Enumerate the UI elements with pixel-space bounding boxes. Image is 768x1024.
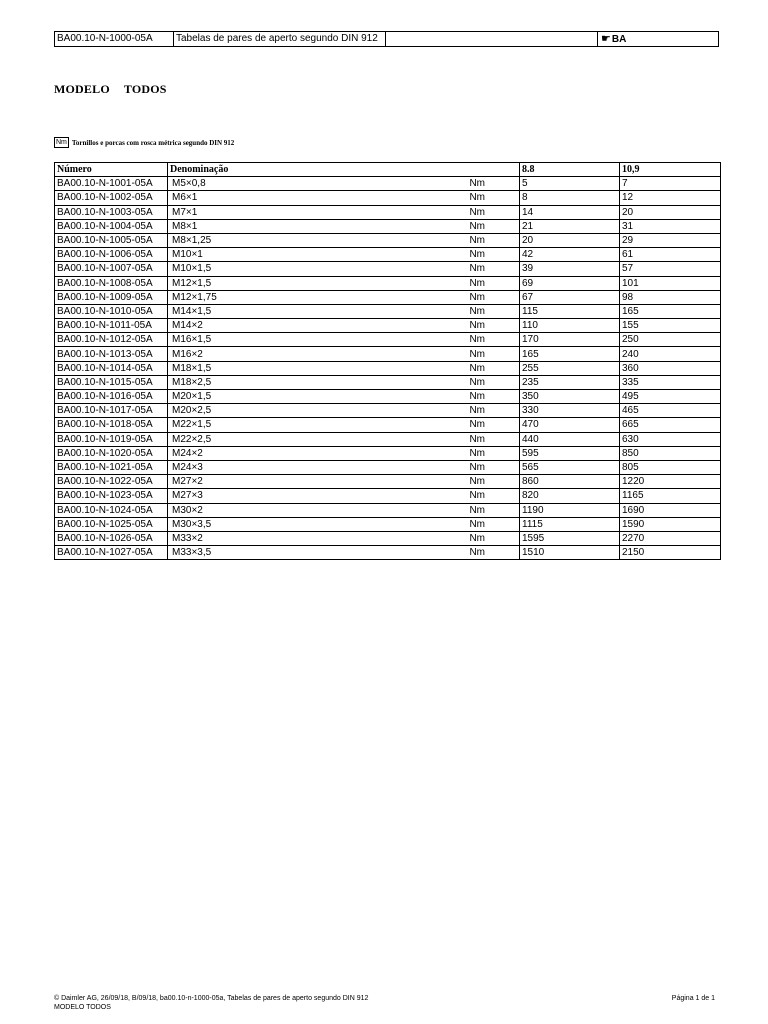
cell-10-9: 165 [620,304,721,318]
cell-8-8: 820 [520,489,620,503]
model-value: TODOS [123,82,167,96]
cell-denomination [168,262,520,276]
cell-8-8: 565 [520,460,620,474]
footer-copyright: © Daimler AG, 26/09/18, B/09/18, ba00.10-n-1000-05a, Tabelas de pares de aperto segundo DIN 912 [54,995,369,1002]
cell-8-8: 39 [520,262,620,276]
document-header [54,31,719,47]
column-header-denomination: Denominação [168,163,520,177]
table-row [55,460,721,474]
denomination-value: M30×2 [172,504,203,516]
unit-label: Nm [469,320,485,332]
table-row [55,276,721,290]
unit-label: Nm [469,419,485,431]
cell-denomination [168,375,520,389]
table-row [55,333,721,347]
unit-label: Nm [469,249,485,261]
denomination-value: M5×0,8 [172,178,206,190]
column-header-8-8: 8.8 [520,163,620,177]
unit-label: Nm [469,433,485,445]
table-row [55,290,721,304]
cell-number: BA00.10-N-1008-05A [55,276,168,290]
denomination-value: M27×2 [172,476,203,488]
cell-8-8: 8 [520,191,620,205]
unit-label: Nm [469,348,485,360]
cell-10-9: 98 [620,290,721,304]
model-label: MODELO [54,82,110,96]
cell-10-9: 850 [620,446,721,460]
cell-10-9: 665 [620,418,721,432]
cell-8-8: 330 [520,404,620,418]
cell-denomination [168,205,520,219]
cell-number: BA00.10-N-1009-05A [55,290,168,304]
header-badge: BA [611,34,627,45]
cell-number: BA00.10-N-1012-05A [55,333,168,347]
table-row [55,531,721,545]
table-row [55,262,721,276]
cell-number: BA00.10-N-1017-05A [55,404,168,418]
cell-10-9: 155 [620,319,721,333]
denomination-value: M10×1 [172,249,203,261]
cell-10-9: 1220 [620,475,721,489]
cell-10-9: 2150 [620,546,721,560]
denomination-value: M18×2,5 [172,376,212,388]
cell-8-8: 5 [520,177,620,191]
model-heading [54,82,167,97]
unit-label: Nm [469,462,485,474]
cell-number: BA00.10-N-1006-05A [55,248,168,262]
unit-label: Nm [469,305,485,317]
cell-10-9: 1590 [620,517,721,531]
cell-denomination [168,347,520,361]
unit-label: Nm [469,490,485,502]
cell-number: BA00.10-N-1024-05A [55,503,168,517]
cell-number: BA00.10-N-1014-05A [55,361,168,375]
cell-denomination [168,333,520,347]
cell-10-9: 31 [620,219,721,233]
unit-label: Nm [469,391,485,403]
cell-10-9: 29 [620,233,721,247]
cell-denomination [168,517,520,531]
cell-denomination [168,361,520,375]
cell-8-8: 255 [520,361,620,375]
cell-denomination [168,418,520,432]
cell-8-8: 20 [520,233,620,247]
denomination-value: M22×1,5 [172,419,212,431]
denomination-value: M10×1,5 [172,263,212,275]
unit-label: Nm [469,178,485,190]
denomination-value: M22×2,5 [172,433,212,445]
table-row [55,404,721,418]
header-empty-cell [386,32,598,46]
header-badge-cell [598,32,718,46]
cell-number: BA00.10-N-1025-05A [55,517,168,531]
unit-label: Nm [469,447,485,459]
unit-label: Nm [469,277,485,289]
cell-10-9: 465 [620,404,721,418]
cell-number: BA00.10-N-1010-05A [55,304,168,318]
denomination-value: M8×1,25 [172,235,212,247]
cell-10-9: 7 [620,177,721,191]
table-row [55,219,721,233]
cell-8-8: 1595 [520,531,620,545]
table-row [55,432,721,446]
denomination-value: M18×1,5 [172,362,212,374]
cell-number: BA00.10-N-1001-05A [55,177,168,191]
unit-label: Nm [469,220,485,232]
denomination-value: M14×2 [172,320,203,332]
cell-8-8: 595 [520,446,620,460]
cell-denomination [168,460,520,474]
table-row [55,177,721,191]
cell-denomination [168,248,520,262]
unit-label: Nm [469,476,485,488]
cell-8-8: 860 [520,475,620,489]
cell-8-8: 67 [520,290,620,304]
table-header-row [55,163,721,177]
cell-10-9: 240 [620,347,721,361]
column-header-10-9: 10,9 [620,163,721,177]
cell-number: BA00.10-N-1013-05A [55,347,168,361]
denomination-value: M6×1 [172,192,198,204]
cell-denomination [168,390,520,404]
cell-denomination [168,290,520,304]
cell-denomination [168,503,520,517]
table-row [55,361,721,375]
denomination-value: M16×2 [172,348,203,360]
table-row [55,489,721,503]
cell-denomination [168,191,520,205]
denomination-value: M20×1,5 [172,391,212,403]
denomination-value: M20×2,5 [172,405,212,417]
table-row [55,248,721,262]
cell-number: BA00.10-N-1005-05A [55,233,168,247]
cell-8-8: 14 [520,205,620,219]
cell-denomination [168,319,520,333]
table-row [55,503,721,517]
cell-10-9: 57 [620,262,721,276]
table-row [55,191,721,205]
torque-icon: Nm [56,139,67,146]
cell-10-9: 495 [620,390,721,404]
table-row [55,446,721,460]
torque-table [54,162,721,560]
cell-number: BA00.10-N-1021-05A [55,460,168,474]
table-row [55,375,721,389]
table-row [55,390,721,404]
cell-8-8: 110 [520,319,620,333]
cell-8-8: 42 [520,248,620,262]
unit-label: Nm [469,235,485,247]
footer [54,994,368,1012]
cell-10-9: 20 [620,205,721,219]
cell-8-8: 69 [520,276,620,290]
cell-denomination [168,531,520,545]
cell-8-8: 470 [520,418,620,432]
cell-denomination [168,233,520,247]
table-row [55,418,721,432]
table-row [55,475,721,489]
header-document-number: BA00.10-N-1000-05A [55,32,174,46]
cell-number: BA00.10-N-1002-05A [55,191,168,205]
section-title: Tornillos e porcas com rosca métrica segundo DIN 912 [71,138,235,147]
cell-denomination [168,177,520,191]
cell-10-9: 1165 [620,489,721,503]
cell-number: BA00.10-N-1018-05A [55,418,168,432]
cell-number: BA00.10-N-1003-05A [55,205,168,219]
unit-label: Nm [469,263,485,275]
cell-8-8: 440 [520,432,620,446]
cell-denomination [168,276,520,290]
unit-label: Nm [469,532,485,544]
cell-number: BA00.10-N-1026-05A [55,531,168,545]
table-row [55,304,721,318]
cell-10-9: 805 [620,460,721,474]
cell-denomination [168,432,520,446]
cell-8-8: 1510 [520,546,620,560]
denomination-value: M30×3,5 [172,518,212,530]
denomination-value: M14×1,5 [172,305,212,317]
table-row [55,546,721,560]
table-row [55,319,721,333]
pointing-hand-icon: ☛ [601,33,611,45]
cell-10-9: 1690 [620,503,721,517]
table-row [55,517,721,531]
denomination-value: M12×1,75 [172,291,217,303]
denomination-value: M7×1 [172,206,198,218]
cell-8-8: 235 [520,375,620,389]
cell-8-8: 115 [520,304,620,318]
cell-10-9: 2270 [620,531,721,545]
denomination-value: M12×1,5 [172,277,212,289]
cell-denomination [168,546,520,560]
cell-8-8: 350 [520,390,620,404]
unit-label: Nm [469,504,485,516]
unit-label: Nm [469,192,485,204]
cell-8-8: 165 [520,347,620,361]
cell-denomination [168,489,520,503]
cell-number: BA00.10-N-1019-05A [55,432,168,446]
cell-number: BA00.10-N-1004-05A [55,219,168,233]
cell-10-9: 61 [620,248,721,262]
column-header-number: Número [55,163,168,177]
cell-number: BA00.10-N-1020-05A [55,446,168,460]
cell-number: BA00.10-N-1027-05A [55,546,168,560]
cell-10-9: 12 [620,191,721,205]
cell-10-9: 250 [620,333,721,347]
denomination-value: M24×2 [172,447,203,459]
cell-denomination [168,475,520,489]
cell-10-9: 630 [620,432,721,446]
denomination-value: M24×3 [172,462,203,474]
unit-label: Nm [469,547,485,559]
cell-8-8: 1115 [520,517,620,531]
cell-8-8: 170 [520,333,620,347]
table-row [55,205,721,219]
cell-8-8: 21 [520,219,620,233]
unit-label: Nm [469,291,485,303]
table-row [55,233,721,247]
cell-10-9: 101 [620,276,721,290]
page-number: Página 1 de 1 [671,995,715,1002]
unit-label: Nm [469,518,485,530]
cell-10-9: 335 [620,375,721,389]
denomination-value: M33×2 [172,532,203,544]
footer-model: MODELO TODOS [54,1004,111,1011]
unit-label: Nm [469,376,485,388]
header-document-title: Tabelas de pares de aperto segundo DIN 912 [174,32,386,46]
cell-number: BA00.10-N-1022-05A [55,475,168,489]
denomination-value: M8×1 [172,220,198,232]
table-row [55,347,721,361]
cell-number: BA00.10-N-1016-05A [55,390,168,404]
unit-label: Nm [469,362,485,374]
unit-label: Nm [469,206,485,218]
unit-label: Nm [469,405,485,417]
cell-number: BA00.10-N-1007-05A [55,262,168,276]
section-heading [54,137,234,148]
denomination-value: M16×1,5 [172,334,212,346]
denomination-value: M33×3,5 [172,547,212,559]
cell-denomination [168,304,520,318]
cell-denomination [168,446,520,460]
cell-denomination [168,219,520,233]
denomination-value: M27×3 [172,490,203,502]
cell-10-9: 360 [620,361,721,375]
cell-number: BA00.10-N-1011-05A [55,319,168,333]
cell-number: BA00.10-N-1015-05A [55,375,168,389]
cell-8-8: 1190 [520,503,620,517]
cell-number: BA00.10-N-1023-05A [55,489,168,503]
unit-label: Nm [469,334,485,346]
cell-denomination [168,404,520,418]
